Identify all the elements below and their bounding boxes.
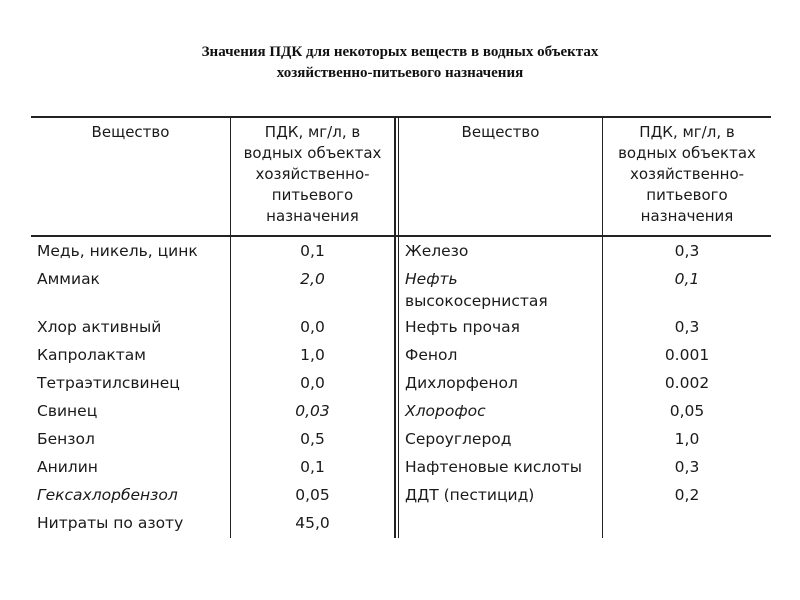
left-row-name: Тетраэтилсвинец bbox=[37, 374, 180, 392]
left-row-name: Анилин bbox=[37, 458, 98, 476]
right-row-name: Нафтеновые кислоты bbox=[405, 458, 583, 476]
header-pdk-right bbox=[603, 122, 771, 227]
left-row-value: 0,1 bbox=[300, 242, 325, 260]
pdk-table bbox=[31, 116, 771, 538]
header-substance-right: Вещество bbox=[461, 123, 540, 141]
right-row-value: 1,0 bbox=[674, 430, 700, 448]
right-row-name: Дихлорфенол bbox=[405, 374, 518, 392]
left-row-value: 0,5 bbox=[300, 430, 325, 448]
left-row-name: Свинец bbox=[37, 402, 98, 420]
left-row-name: Хлор активный bbox=[37, 318, 162, 336]
right-row-name: Железо bbox=[405, 242, 469, 260]
header-bottom-rule bbox=[31, 235, 771, 237]
right-row-name: Фенол bbox=[405, 346, 458, 364]
left-row-value: 0,0 bbox=[300, 318, 325, 336]
title-line-1: Значения ПДК для некоторых веществ в водных объектах bbox=[201, 44, 599, 60]
right-row-value: 0,2 bbox=[674, 486, 700, 504]
header-pdk-line: назначения bbox=[266, 207, 359, 225]
right-row-name: Нефть прочая bbox=[405, 318, 520, 336]
right-row-name: Сероуглерод bbox=[405, 430, 512, 448]
right-row-name: ДДТ (пестицид) bbox=[405, 486, 535, 504]
right-row-value: 0.001 bbox=[664, 346, 710, 364]
header-pdk-line: хозяйственно- bbox=[255, 165, 370, 183]
table-top-rule bbox=[31, 116, 771, 118]
left-row-name: Капролактам bbox=[37, 346, 146, 364]
left-row-value: 2,0 bbox=[300, 270, 325, 288]
column-divider-2b bbox=[398, 116, 399, 538]
right-row-name: Нефть bbox=[405, 270, 458, 288]
header-pdk-left bbox=[231, 122, 394, 227]
right-row-value: 0,05 bbox=[669, 402, 705, 420]
right-row-value: 0,3 bbox=[674, 242, 700, 260]
left-row-value: 1,0 bbox=[300, 346, 325, 364]
header-pdk-line: водных объектах bbox=[243, 144, 382, 162]
left-row-value: 0,1 bbox=[300, 458, 325, 476]
column-divider-2 bbox=[394, 116, 396, 538]
left-row-value: 0,05 bbox=[295, 486, 330, 504]
header-substance-left: Вещество bbox=[91, 123, 170, 141]
right-row-name: Хлорофос bbox=[405, 402, 486, 420]
right-row-value: 0,3 bbox=[674, 458, 700, 476]
right-row-value: 0.002 bbox=[664, 374, 710, 392]
left-row-name: Гексахлорбензол bbox=[37, 486, 178, 504]
left-row-name: Аммиак bbox=[37, 270, 100, 288]
header-pdk-line: ПДК, мг/л, в bbox=[264, 123, 361, 141]
header-pdk-line: хозяйственно- bbox=[629, 165, 745, 183]
left-row-name: Медь, никель, цинк bbox=[37, 242, 198, 260]
left-row-value: 0,0 bbox=[300, 374, 325, 392]
document-title bbox=[0, 42, 800, 84]
left-row-value: 0,03 bbox=[295, 402, 330, 420]
left-row-name: Нитраты по азоту bbox=[37, 514, 184, 532]
header-pdk-line: водных объектах bbox=[618, 144, 756, 162]
header-pdk-line: питьевого bbox=[271, 186, 354, 204]
header-pdk-line: ПДК, мг/л, в bbox=[639, 123, 735, 141]
header-pdk-line: назначения bbox=[640, 207, 734, 225]
title-line-2: хозяйственно-питьевого назначения bbox=[276, 65, 524, 81]
right-row-name-continued: высокосернистая bbox=[405, 292, 548, 310]
left-row-name: Бензол bbox=[37, 430, 95, 448]
left-row-value: 45,0 bbox=[295, 514, 330, 532]
right-row-value: 0,1 bbox=[674, 270, 700, 288]
right-row-value: 0,3 bbox=[674, 318, 700, 336]
header-pdk-line: питьевого bbox=[646, 186, 728, 204]
